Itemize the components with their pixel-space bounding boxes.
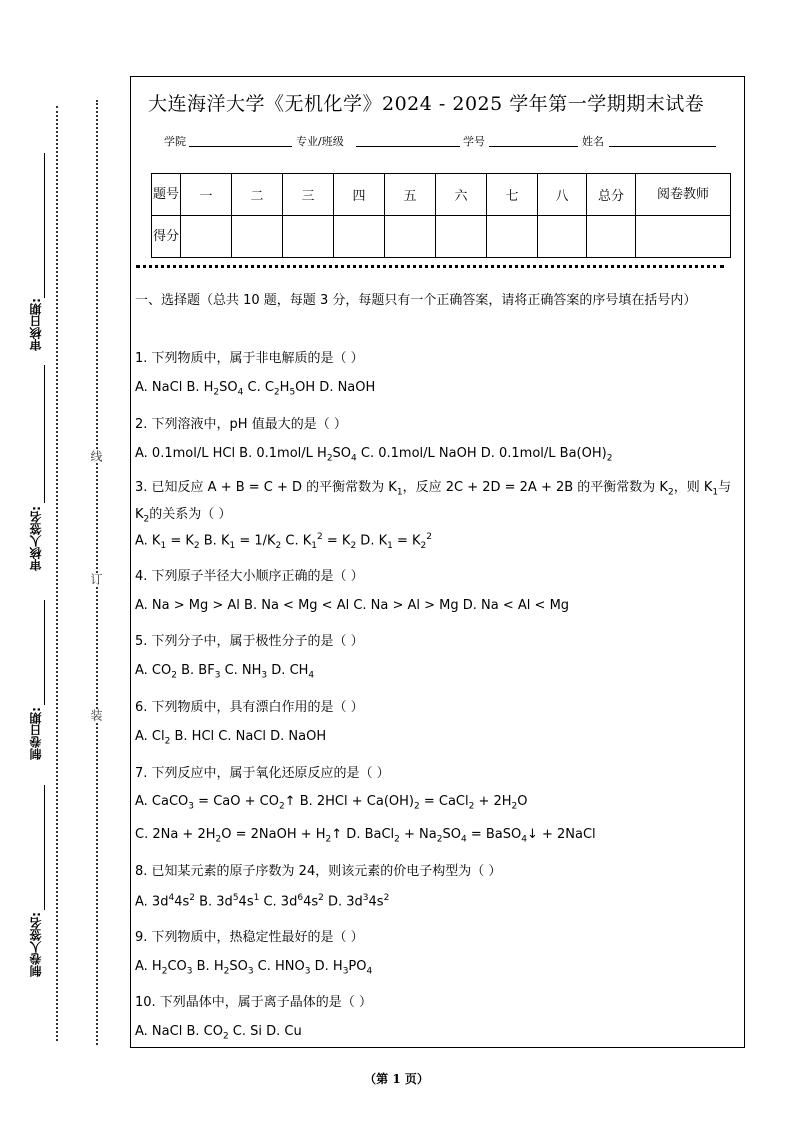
question-7: 7. 下列反应中，属于氧化还原反应的是（ ） bbox=[135, 766, 390, 781]
page-title: 大连海洋大学《无机化学》2024 - 2025 学年第一学期期末试卷 bbox=[148, 93, 705, 115]
dotted-border-left bbox=[56, 106, 58, 1041]
binding-char-line: 线 bbox=[89, 450, 103, 462]
field-major-input[interactable] bbox=[356, 146, 460, 147]
question-10-options: A. NaCl B. $CO_2$ C. Si D. Cu bbox=[135, 1024, 302, 1042]
field-student-id-input[interactable] bbox=[489, 146, 578, 147]
question-5: 5. 下列分子中，属于极性分子的是（ ） bbox=[135, 634, 364, 649]
field-major-label: 专业/班级 bbox=[296, 135, 344, 148]
maker-sign-label: 制卷人签名: bbox=[29, 912, 43, 977]
score-cell[interactable] bbox=[232, 216, 283, 258]
score-table-cell: 题号 bbox=[152, 174, 181, 216]
question-5-options: A. $CO_2$ B. $BF_3$ C. $NH_3$ D. $CH_4$ bbox=[135, 663, 315, 681]
reviewer-sign-label: 审核人签名: bbox=[29, 506, 43, 571]
score-table-cell: 三 bbox=[283, 174, 334, 216]
question-6-options: A. $Cl_2$ B. HCl C. NaCl D. NaOH bbox=[135, 729, 327, 747]
page-number: （第 1 页） bbox=[364, 1072, 429, 1086]
reviewer-sign-line bbox=[44, 365, 45, 503]
section-separator bbox=[136, 265, 724, 268]
binding-char-mount: 装 bbox=[89, 709, 103, 721]
make-date-label: 制卷日期: bbox=[29, 707, 43, 760]
question-9: 9. 下列物质中，热稳定性最好的是（ ） bbox=[135, 930, 364, 945]
score-table-score-row bbox=[152, 216, 731, 258]
question-4-options: A. Na > Mg > Al B. Na < Mg < Al C. Na > Al > Mg D. Na < Al < Mg bbox=[135, 598, 570, 613]
score-table-cell: 七 bbox=[487, 174, 538, 216]
score-cell[interactable] bbox=[487, 216, 538, 258]
score-cell[interactable] bbox=[283, 216, 334, 258]
score-table-cell: 五 bbox=[385, 174, 436, 216]
score-table bbox=[151, 173, 731, 258]
score-table-cell: 二 bbox=[232, 174, 283, 216]
question-7-options-ab: A. CaCO$_3$ = CaO + $CO_2↑$ B. $2HCl + Ca(OH)_2$ = CaCl$_2$ + $2H_2O$ bbox=[135, 794, 528, 812]
score-table-cell: 一 bbox=[181, 174, 232, 216]
field-college-label: 学院 bbox=[164, 135, 186, 148]
score-cell[interactable] bbox=[587, 216, 636, 258]
score-cell[interactable] bbox=[334, 216, 385, 258]
question-7-options-cd: C. $2Na + 2H_2O$ = 2NaOH + $H_2↑$ D. BaCl$_2$ + $Na_2SO_4$ = BaSO$_4$↓ + 2NaCl bbox=[135, 827, 596, 845]
question-10: 10. 下列晶体中，属于离子晶体的是（ ） bbox=[135, 995, 372, 1010]
make-date-line bbox=[44, 600, 45, 705]
binding-char-order: 订 bbox=[89, 573, 103, 585]
section-heading: 一、选择题（总共 10 题，每题 3 分，每题只有一个正确答案，请将正确答案的序号填在括号内） bbox=[135, 293, 697, 308]
score-cell[interactable] bbox=[436, 216, 487, 258]
score-cell[interactable] bbox=[181, 216, 232, 258]
score-table-cell: 八 bbox=[538, 174, 587, 216]
question-9-options: A. $H_2CO_3$ B. $H_2SO_3$ C. $HNO_3$ D. $H_3PO_4$ bbox=[135, 959, 373, 977]
question-2: 2. 下列溶液中，pH 值最大的是（ ） bbox=[135, 417, 347, 432]
score-table-cell: 得分 bbox=[152, 216, 181, 258]
question-3-options: A. $K_1 = K_2$ B. $K_1 = 1/K_2$ C. $K_1^2 = K_2$ D. $K_1 = K_2^2$ bbox=[135, 532, 432, 551]
score-cell[interactable] bbox=[636, 216, 731, 258]
field-name-input[interactable] bbox=[609, 146, 716, 147]
field-college-input[interactable] bbox=[189, 146, 292, 147]
question-8-options: A. $3d^44s^2$ B. $3d^54s^1$ C. $3d^64s^2$ D. $3d^34s^2$ bbox=[135, 893, 390, 910]
question-3: 3. 已知反应 A + B = C + D 的平衡常数为 $K_1$，反应 2C + 2D = 2A + 2B 的平衡常数为 $K_2$，则 $K_1$与 $K_2$的关系为（ ） bbox=[135, 480, 732, 525]
score-cell[interactable] bbox=[538, 216, 587, 258]
question-4: 4. 下列原子半径大小顺序正确的是（ ） bbox=[135, 569, 364, 584]
question-1-options: A. NaCl B. $H_2SO_4$ C. $C_2H_5OH$ D. NaOH bbox=[135, 380, 376, 398]
score-table-cell: 六 bbox=[436, 174, 487, 216]
field-student-id-label: 学号 bbox=[463, 135, 485, 148]
review-date-label: 审核日期: bbox=[29, 298, 43, 351]
maker-sign-line bbox=[44, 785, 45, 910]
question-6: 6. 下列物质中，具有漂白作用的是（ ） bbox=[135, 700, 364, 715]
score-table-header-row bbox=[152, 174, 731, 216]
field-name-label: 姓名 bbox=[582, 135, 604, 148]
score-table-cell: 总分 bbox=[587, 174, 636, 216]
question-8: 8. 已知某元素的原子序数为 24，则该元素的价电子构型为（ ） bbox=[135, 864, 502, 879]
review-date-line bbox=[44, 153, 45, 298]
score-table-cell: 四 bbox=[334, 174, 385, 216]
score-cell[interactable] bbox=[385, 216, 436, 258]
question-2-options: A. 0.1mol/L HCl B. 0.1mol/L $H_2SO_4$ C. 0.1mol/L NaOH D. 0.1mol/L $Ba(OH)_2$ bbox=[135, 446, 613, 464]
question-1: 1. 下列物质中，属于非电解质的是（ ） bbox=[135, 351, 364, 366]
score-table-cell: 阅卷教师 bbox=[636, 174, 731, 216]
